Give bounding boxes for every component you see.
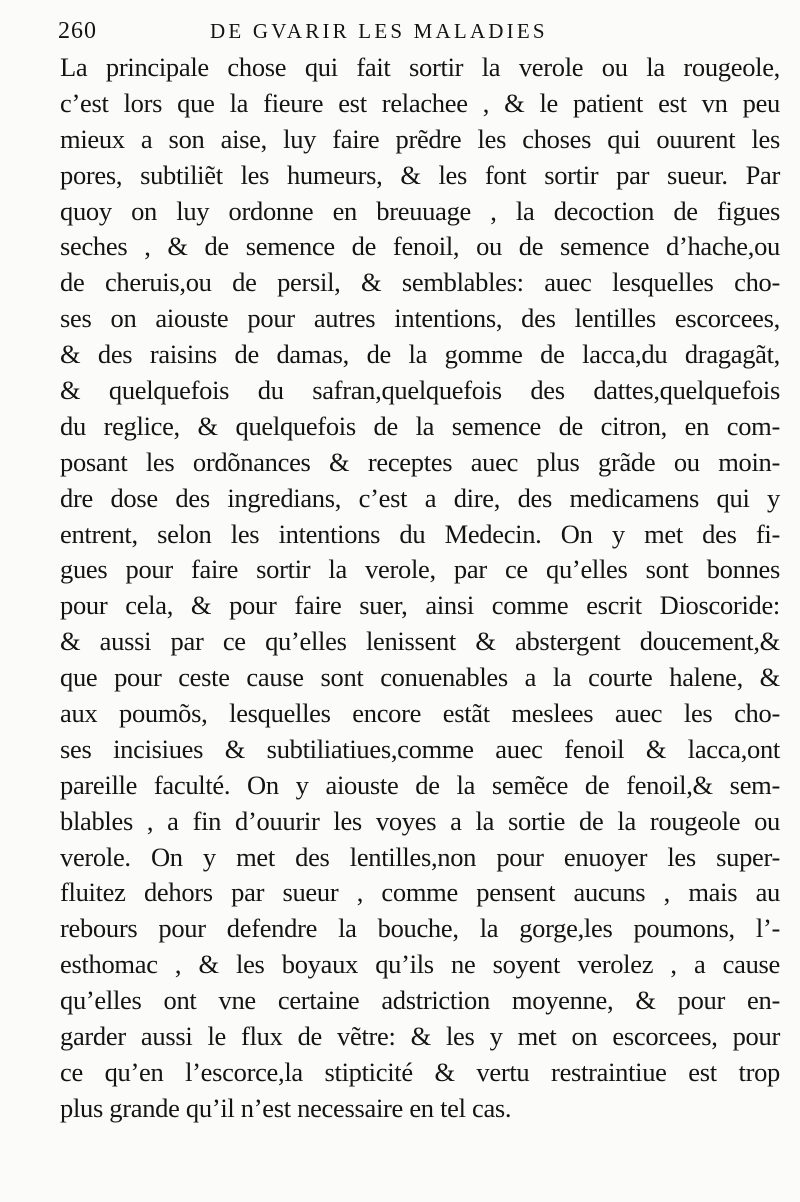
text-line: pores, subtiliẽt les humeurs, & les font sortir par sueur. Par (60, 159, 780, 190)
text-line: mieux a son aise, luy faire prẽdre les choses qui ouurent les (60, 123, 780, 154)
text-line: que pour ceste cause sont conuenables a la courte halene, & (60, 662, 780, 693)
text-line: pour cela, & pour faire suer, ainsi comme escrit Dioscoride: (60, 590, 780, 621)
text-line: c’est lors que la fieure est relachee , & le patient est vn peu (60, 87, 780, 118)
text-line: dre dose des ingredians, c’est a dire, des medicamens qui y (60, 482, 780, 513)
text-line: entrent, selon les intentions du Medecin. On y met des fi- (60, 518, 780, 549)
text-line: fluitez dehors par sueur , comme pensent aucuns , mais au (60, 877, 780, 908)
text-line: de cheruis,ou de persil, & semblables: auec lesquelles cho- (60, 267, 780, 298)
text-line: garder aussi le flux de vẽtre: & les y met on escorcees, pour (60, 1021, 780, 1052)
text-line: & aussi par ce qu’elles lenissent & abstergent doucement,& (60, 626, 780, 657)
text-line: quoy on luy ordonne en breuuage , la decoction de figues (60, 195, 780, 226)
text-line: ses incisiues & subtiliatiues,comme auec fenoil & lacca,ont (60, 733, 780, 764)
text-line: & des raisins de damas, de la gomme de lacca,du dragagãt, (60, 339, 780, 370)
running-head: DE GVARIR LES MALADIES (210, 19, 548, 43)
text-line: ce qu’en l’escorce,la stipticité & vertu restraintiue est trop (60, 1056, 780, 1087)
text-line: qu’elles ont vne certaine adstriction moyenne, & pour en- (60, 985, 780, 1016)
text-line: & quelquefois du safran,quelquefois des dattes,quelquefois (60, 375, 780, 406)
text-line: seches , & de semence de fenoil, ou de semence d’hache,ou (60, 231, 780, 262)
text-line: pareille faculté. On y aiouste de la semẽce de fenoil,& sem- (60, 769, 780, 800)
page-header (58, 14, 778, 48)
text-line: posant les ordõnances & receptes auec plus grãde ou moin- (60, 446, 780, 477)
text-line: aux poumõs, lesquelles encore estãt meslees auec les cho- (60, 698, 780, 729)
text-line: rebours pour defendre la bouche, la gorge,les poumons, l’- (60, 913, 780, 944)
text-line: esthomac , & les boyaux qu’ils ne soyent verolez , a cause (60, 949, 780, 980)
text-line: La principale chose qui fait sortir la verole ou la rougeole, (60, 52, 780, 82)
text-line: ses on aiouste pour autres intentions, des lentilles escorcees, (60, 303, 780, 334)
text-line: blables , a fin d’ouurir les voyes a la sortie de la rougeole ou (60, 805, 780, 836)
text-line: du reglice, & quelquefois de la semence de citron, en com- (60, 410, 780, 441)
body-text (60, 50, 780, 1127)
text-line: gues pour faire sortir la verole, par ce qu’elles sont bonnes (60, 554, 780, 585)
text-line: verole. On y met des lentilles,non pour enuoyer les super- (60, 841, 780, 872)
page-number: 260 (58, 18, 97, 44)
text-line: plus grande qu’il n’est necessaire en tel cas. (60, 1092, 512, 1123)
